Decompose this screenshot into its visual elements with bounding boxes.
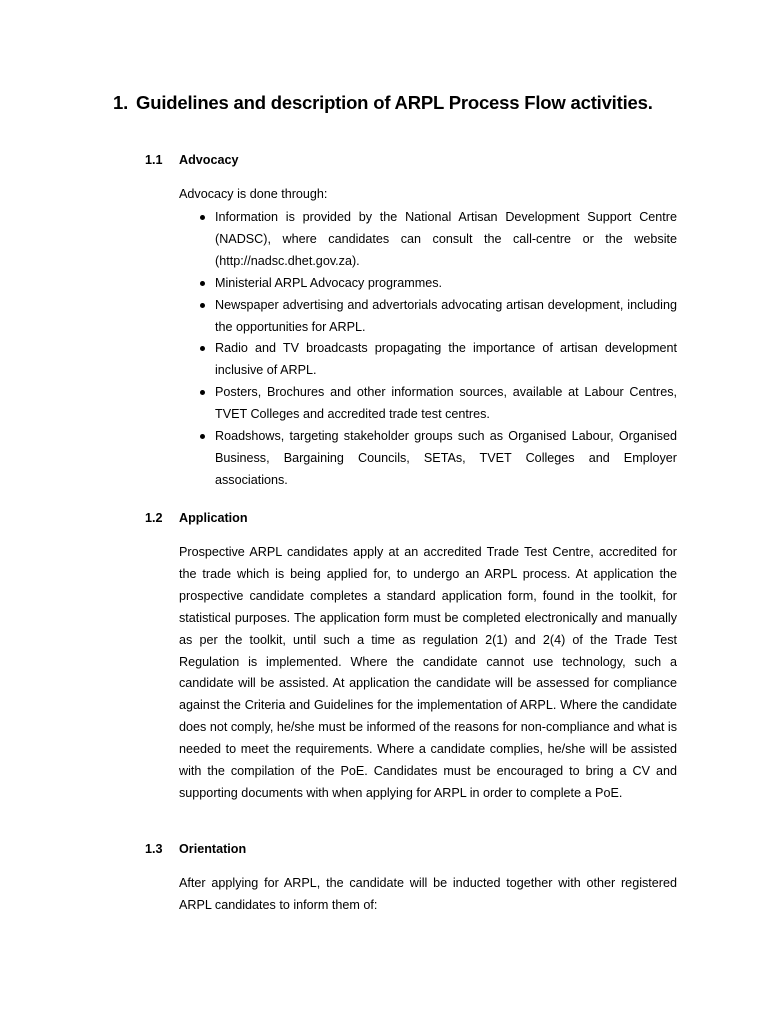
list-item (179, 382, 677, 426)
section-number: 1.2 (145, 511, 163, 525)
list-item (179, 273, 677, 295)
document-heading (113, 92, 653, 114)
bullet-icon (200, 303, 205, 308)
heading-title: Guidelines and description of ARPL Process Flow activities. (136, 92, 653, 113)
advocacy-bullet-list (179, 207, 677, 492)
section-title: Application (179, 511, 248, 525)
list-item-text: Ministerial ARPL Advocacy programmes. (215, 275, 443, 290)
application-paragraph: Prospective ARPL candidates apply at an accredited Trade Test Centre, accredited for the trade which is being applied for, to undergo an ARPL process. At application the prospective candidate completes a standard application form, found in the toolkit, for statistical purposes. The application form must be completed electronically and manually as per the toolkit, until such a time as regulation 2(1) and 2(4) of the Trade Test Regulation is implemented. Where the candidate cannot use technology, such a candidate will be assisted. At application the candidate will be assessed for compliance against the Criteria and Guidelines for the implementation of ARPL. Where the candidate does not comply, he/she must be informed of the reasons for non-compliance and what is needed to meet the requirements. Where a candidate complies, he/she will be assisted with the compilation of the PoE. Candidates must be encouraged to bring a CV and supporting documents with when applying for ARPL in order to complete a PoE. (179, 545, 677, 800)
bullet-icon (200, 215, 205, 220)
list-item (179, 338, 677, 382)
orientation-paragraph: After applying for ARPL, the candidate will be inducted together with other registered ARPL candidates to inform them of: (179, 876, 677, 912)
section-number: 1.1 (145, 153, 163, 167)
list-item (179, 426, 677, 492)
bullet-icon (200, 281, 205, 286)
section-title: Advocacy (179, 153, 239, 167)
list-item-text: Information is provided by the National Artisan Development Support Centre (NADSC), where candidates can consult the call-centre or the website (http://nadsc.dhet.gov.za). (215, 210, 677, 268)
bullet-icon (200, 434, 205, 439)
bullet-icon (200, 390, 205, 395)
heading-number: 1. (113, 92, 129, 113)
list-item-text: Newspaper advertising and advertorials advocating artisan development, including the opportunities for ARPL. (215, 297, 677, 334)
list-item (179, 295, 677, 339)
section-advocacy-heading (145, 153, 239, 167)
list-item-text: Radio and TV broadcasts propagating the importance of artisan development inclusive of ARPL. (215, 341, 677, 378)
section-orientation-heading (145, 842, 246, 856)
list-item (179, 207, 677, 273)
section-title: Orientation (179, 842, 247, 856)
list-item-text: Roadshows, targeting stakeholder groups such as Organised Labour, Organised Business, Bargaining Councils, SETAs, TVET Colleges and Employer associations. (215, 429, 677, 487)
section-application-heading (145, 511, 248, 525)
section-number: 1.3 (145, 842, 163, 856)
list-item-text: Posters, Brochures and other information sources, available at Labour Centres, TVET Colleges and accredited trade test centres. (215, 385, 677, 422)
bullet-icon (200, 346, 205, 351)
advocacy-intro: Advocacy is done through: (179, 187, 328, 201)
